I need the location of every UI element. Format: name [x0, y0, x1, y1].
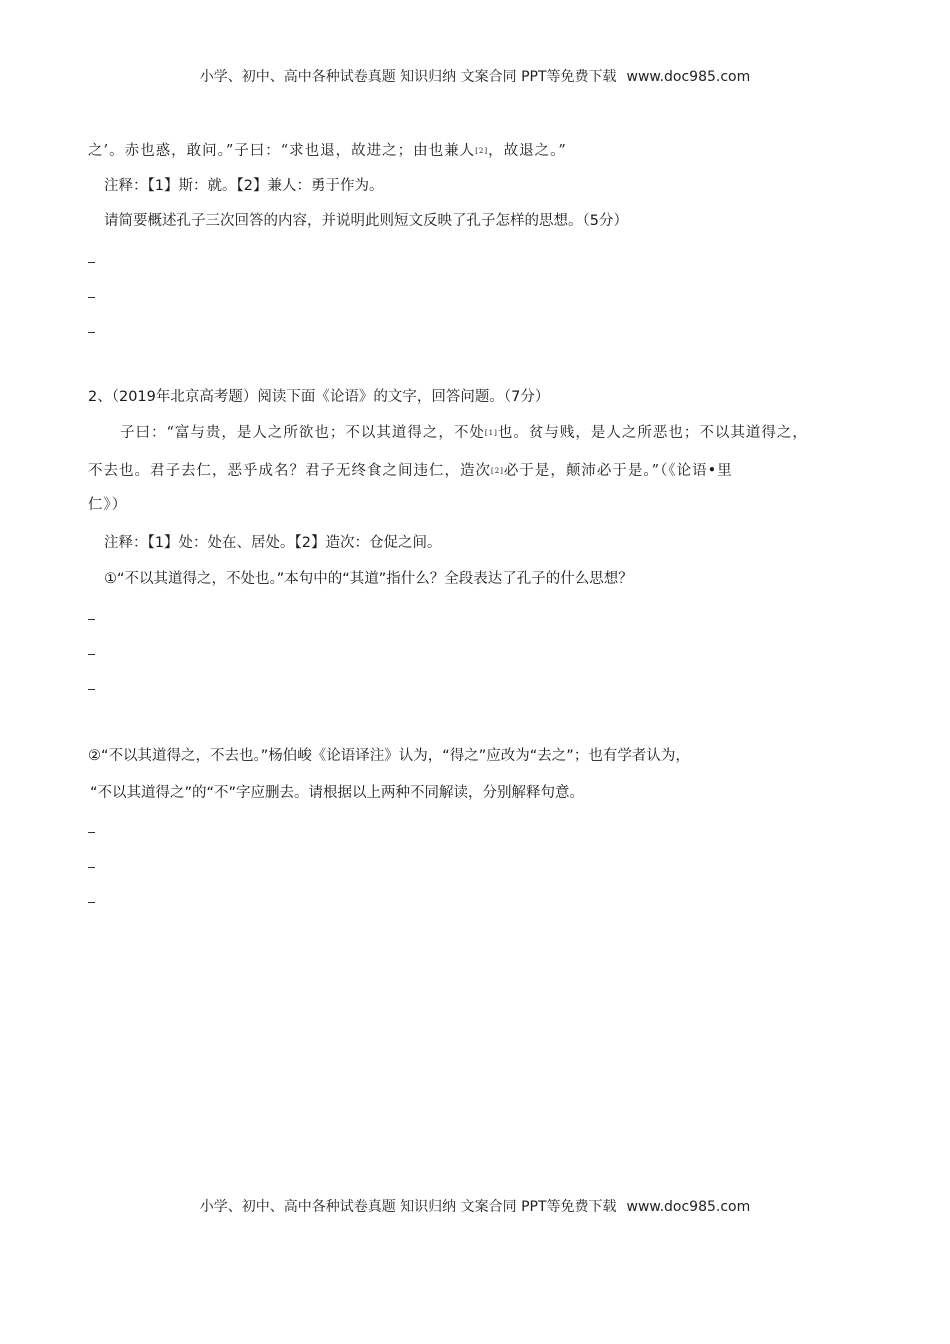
footer-url[interactable]: www.doc985.com: [626, 1199, 751, 1215]
answer-blank[interactable]: [88, 689, 95, 690]
q2-subquestion-1: ①“不以其道得之，不处也。”本句中的“其道”指什么？全段表达了孔子的什么思想？: [104, 571, 633, 587]
q2-passage-line-3: 仁》）: [88, 497, 128, 513]
q2-heading: 2、（2019年北京高考题）阅读下面《论语》的文字，回答问题。（7分）: [88, 389, 550, 405]
answer-blank[interactable]: [88, 867, 95, 868]
note-marker: [2]: [491, 467, 504, 475]
header-text: 小学、初中、高中各种试卷真题 知识归纳 文案合同 PPT等免费下载: [199, 69, 617, 85]
answer-blank[interactable]: [88, 832, 95, 833]
q2-subquestion-2-line-1: ②“不以其道得之，不去也。”杨伯峻《论语译注》认为，“得之”应改为“去之”；也有学者认为，: [88, 748, 690, 764]
q2-passage-line-1: 子曰：“富与贵，是人之所欲也；不以其道得之，不处[1]也。贫与贱，是人之所恶也；不以其道得之，: [120, 425, 808, 441]
q2-passage-line-2: 不去也。君子去仁，恶乎成名？君子无终食之间违仁，造次[2]必于是，颠沛必于是。”（《论语•里: [88, 463, 733, 479]
answer-blank[interactable]: [88, 902, 95, 903]
q1-notes: 注释：【1】斯：就。【2】兼人：勇于作为。: [104, 178, 384, 194]
answer-blank[interactable]: [88, 654, 95, 655]
q2-notes: 注释：【1】处：处在、居处。【2】造次：仓促之间。: [104, 535, 442, 551]
note-marker: [2]: [475, 147, 489, 155]
answer-blank[interactable]: [88, 262, 95, 263]
answer-blank[interactable]: [88, 619, 95, 620]
q1-passage-continued: 之’。赤也惑，敢问。”子曰：“求也退，故进之；由也兼人[2]，故退之。”: [88, 143, 567, 159]
q1-prompt: 请简要概述孔子三次回答的内容，并说明此则短文反映了孔子怎样的思想。（5分）: [104, 213, 628, 229]
answer-blank[interactable]: [88, 332, 95, 333]
note-marker: [1]: [484, 429, 498, 437]
page-header: [0, 66, 950, 86]
header-url[interactable]: www.doc985.com: [626, 69, 751, 85]
footer-text: 小学、初中、高中各种试卷真题 知识归纳 文案合同 PPT等免费下载: [199, 1199, 617, 1215]
q2-subquestion-2-line-2: “不以其道得之”的“不”字应删去。请根据以上两种不同解读，分别解释句意。: [90, 785, 585, 801]
page-footer: [0, 1196, 950, 1216]
answer-blank[interactable]: [88, 297, 95, 298]
